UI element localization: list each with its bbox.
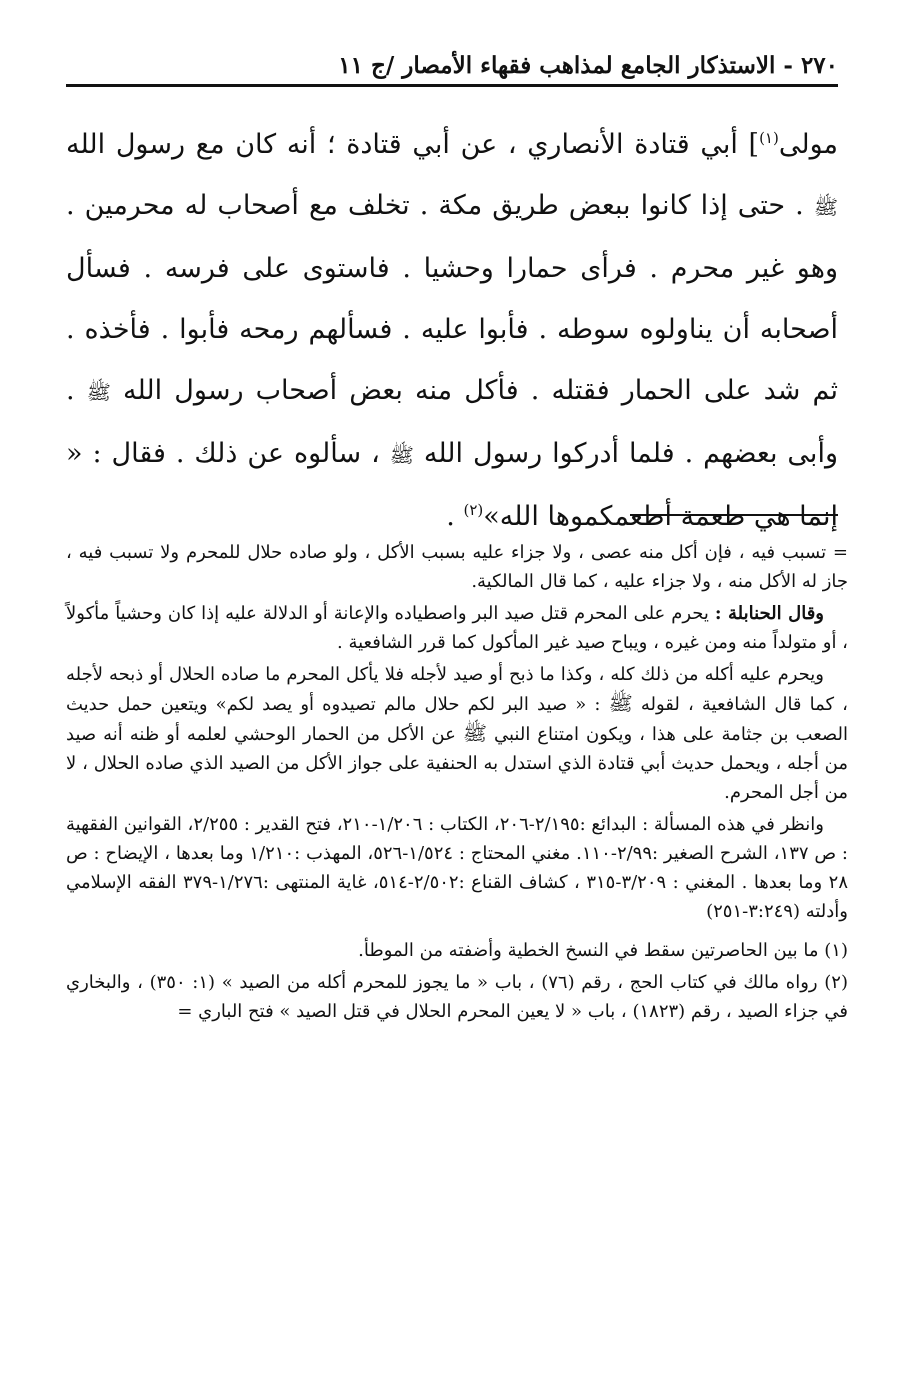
footnote-separator <box>630 514 838 516</box>
footnote-ref-1: (١) <box>759 129 779 147</box>
footnote-1: (١) ما بين الحاصرتين سقط في النسخ الخطية وأضفته من الموطأ. <box>358 940 848 961</box>
hanbali-body: يحرم على المحرم قتل صيد البر واصطياده والإعانة أو الدلالة عليه إذا كان وحشياً مأكولاً ، أو متولداً منه ومن غيره ، ويباح صيد غير المأكول كما قرر الشافعية . <box>66 603 848 653</box>
hadith-part: . <box>446 501 455 532</box>
footnote-ref-2: (٢) <box>463 501 484 519</box>
ruling-part: ويحرم عليه أكله من ذلك كله ، وكذا ما ذبح أو صيد لأجله فلا يأكل المحرم ما صاده الحلال أو ذبحه لأجله ، كما قال الشافعية ، لقوله <box>66 664 848 715</box>
footnote-continuation: = تسبب فيه ، فإن أكل منه عصى ، ولا جزاء عليه بسبب الأكل ، ولو صاده حلال للمحرم ولا تسبب فيه ، جاز له الأكل منه ، ولا جزاء عليه ، كما قال المالكية. <box>66 542 849 592</box>
hanbali-label: وقال الحنابلة : <box>714 603 824 624</box>
salawat-symbol: ﷺ <box>389 443 414 467</box>
hadith-text <box>66 114 838 547</box>
footnotes <box>66 538 848 1029</box>
ruling-part: عن الأكل من الحمار الوحشي لعلمه أو ظنه أنه صيد من أجله ، ويحمل حديث أبي قتادة الذي استدل به الحنفية على جواز الأكل من الصيد الذي صاده الحلال ، لا من أجل المحرم. <box>66 724 848 803</box>
salawat-symbol: ﷺ <box>462 721 487 745</box>
hadith-part: ، سألوه عن ذلك . فقال : « إنما هي طعمة أطعمكموها الله» <box>66 438 838 532</box>
header-text: ٢٧٠ - الاستذكار الجامع لمذاهب فقهاء الأمصار /ج ١١ <box>328 52 838 79</box>
salawat-symbol: ﷺ <box>813 195 838 219</box>
running-header <box>66 50 838 87</box>
salawat-symbol: ﷺ <box>608 691 633 715</box>
ruling-part: : « صيد البر لكم حلال مالم تصيدوه أو يصد لكم» ويتعين حمل حديث الصعب بن جثامة على هذا ، ويكون امتناع النبي <box>66 694 848 745</box>
footnote-2: (٢) رواه مالك في كتاب الحج ، رقم (٧٦) ، باب « ما يجوز للمحرم أكله من الصيد » (١: ٣٥٠) ، والبخاري في جزاء الصيد ، رقم (١٨٢٣) ، باب « لا يعين المحرم الحلال في قتل الصيد » فتح الباري = <box>66 972 848 1022</box>
ruling-paragraph <box>66 660 848 807</box>
hadith-part: مولى <box>778 129 838 160</box>
salawat-symbol: ﷺ <box>86 380 111 404</box>
hadith-part: . حتى إذا كانوا ببعض طريق مكة . تخلف مع أصحاب له محرمين . وهو غير محرم . فرأى حمارا وحشيا . فاستوى على فرسه . فسأل أصحابه أن يناولوه سوطه . فأبوا عليه . فسألهم رمحه فأبوا . فأخذه . ثم شد على الحمار فقتله . فأكل منه بعض أصحاب رسول الله <box>66 190 838 406</box>
references-paragraph: وانظر في هذه المسألة : البدائع :٢/١٩٥-٢٠٦، الكتاب : ١/٢٠٦-٢١٠، فتح القدير : ٢/٢٥٥، القوانين الفقهية : ص ١٣٧، الشرح الصغير :٢/٩٩-١١٠. مغني المحتاج : ١/٥٢٤-٥٢٦، المهذب :١/٢١٠ وما بعدها ، الإيضاح : ص ٢٨ وما بعدها . المغني : ٣/٢٠٩-٣١٥ ، كشاف القناع :٢/٥٠٢-٥١٤، غاية المنتهى :١/٢٧٦-٣٧٩ الفقه الإسلامي وأدلته (٣:٢٤٩-٢٥١) <box>66 814 849 922</box>
hadith-part: ] أبي قتادة الأنصاري ، عن أبي قتادة ؛ أنه كان مع رسول الله <box>66 129 760 160</box>
hadith-part: . وأبى بعضهم . فلما أدركوا رسول الله <box>66 375 838 469</box>
hadith-paragraph <box>66 114 838 547</box>
hanbali-paragraph <box>66 599 848 657</box>
